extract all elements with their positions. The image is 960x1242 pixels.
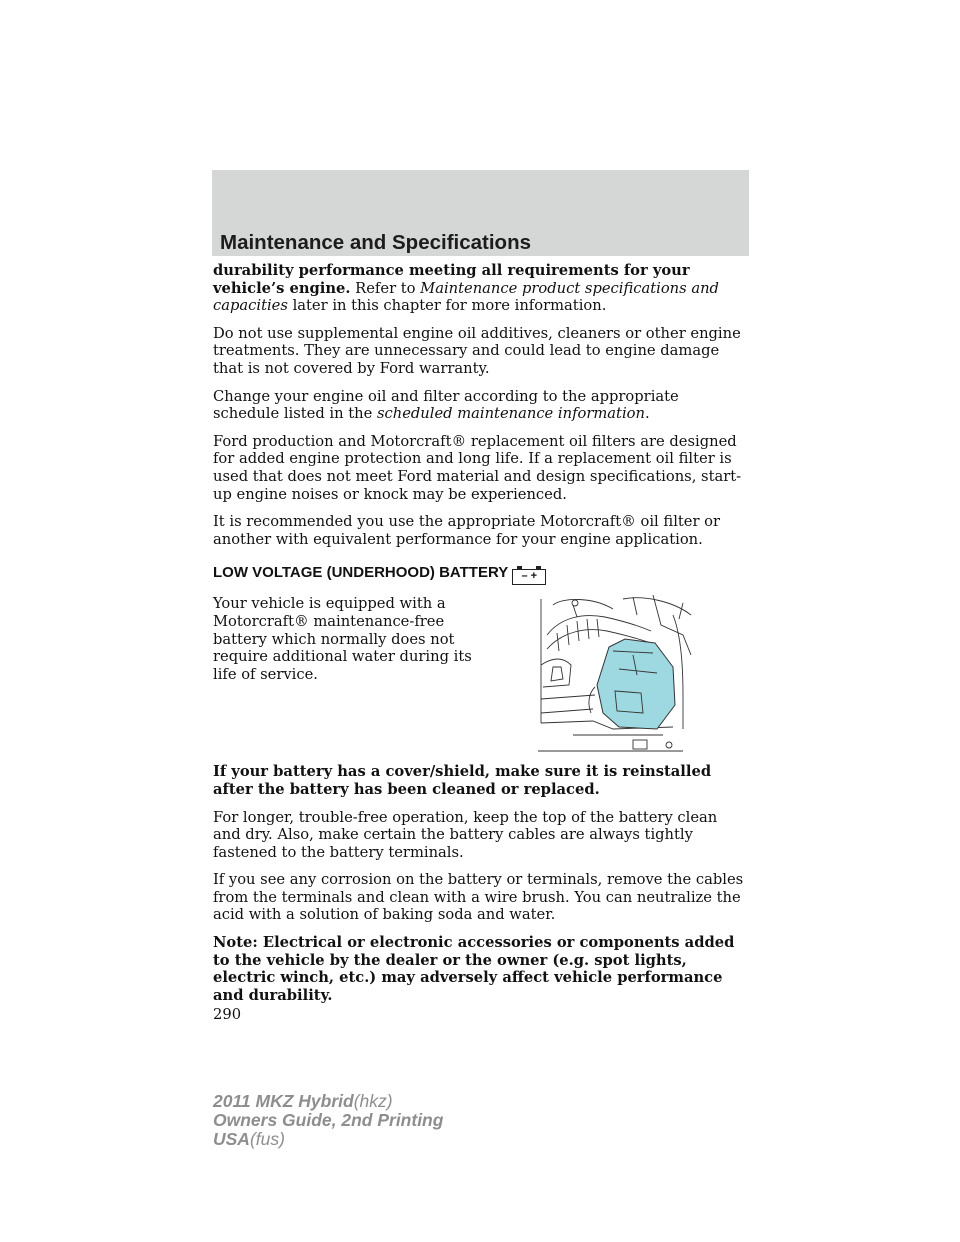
battery-icon: – + [512,569,546,585]
footer-line-1 [213,1092,443,1111]
oil-paragraph-3 [213,388,749,423]
battery-section-heading [213,564,749,585]
battery-clean-paragraph: For longer, trouble-free operation, keep the top of the battery clean and dry. Also, make certain the battery cables are always tightly fastened to the battery terminals. [213,808,718,861]
oil-p3-reference: scheduled maintenance information [376,405,645,423]
footer-line-2: Owners Guide, 2nd Printing [213,1110,444,1130]
battery-illustration-drawing [533,595,695,755]
battery-intro-row [213,595,749,755]
battery-note-paragraph: Note: Electrical or electronic accessories or components added to the vehicle by the dealer or the owner (e.g. spot lights, electric winch, etc.) may adversely affect vehicle performance and durability. [213,934,735,1004]
oil-p1-reference: Maintenance product specifications and capacities [213,279,719,315]
footer-model: 2011 MKZ Hybrid [213,1091,354,1111]
oil-paragraph-5: It is recommended you use the appropriate Motorcraft® oil filter or another with equivalent performance for your engine application. [213,513,721,548]
oil-paragraph-4: Ford production and Motorcraft® replacement oil filters are designed for added engine protection and long life. If a replacement oil filter is used that does not meet Ford material and design specifications, start-up engine noises or knock may be experienced. [213,432,742,503]
footer-market: USA [213,1129,250,1149]
oil-paragraph-2: Do not use supplemental engine oil additives, cleaners or other engine treatments. They are unnecessary and could lead to engine damage that is not covered by Ford warranty. [213,324,741,377]
chapter-header-band [212,170,749,256]
page-content [213,262,749,1024]
battery-intro-paragraph: Your vehicle is equipped with a Motorcraft® maintenance-free battery which normally does not require additional water during its life of service. [213,595,472,683]
oil-p1-text: Refer to [350,279,421,297]
battery-corrosion-paragraph: If you see any corrosion on the battery or terminals, remove the cables from the terminals and clean with a wire brush. You can neutralize the acid with a solution of baking soda and water. [213,871,744,924]
document-footer [213,1092,443,1149]
oil-p1-bold: durability performance meeting all requirements for your vehicle’s engine. [213,262,690,297]
oil-p1-end: later in this chapter for more information. [287,297,607,315]
battery-illustration [533,595,695,755]
oil-paragraph-1 [213,262,749,315]
oil-p3-text: Change your engine oil and filter according to the appropriate schedule listed in the [213,387,679,423]
page-number: 290 [213,1006,242,1024]
footer-line-3 [213,1130,443,1149]
footer-market-code: (fus) [249,1129,285,1149]
oil-p3-end: . [644,405,650,423]
battery-heading-text: LOW VOLTAGE (UNDERHOOD) BATTERY [213,564,509,582]
battery-cover-paragraph: If your battery has a cover/shield, make sure it is reinstalled after the battery has been cleaned or replaced. [213,763,712,798]
footer-model-code: (hkz) [353,1091,393,1111]
chapter-title: Maintenance and Specifications [220,231,531,254]
